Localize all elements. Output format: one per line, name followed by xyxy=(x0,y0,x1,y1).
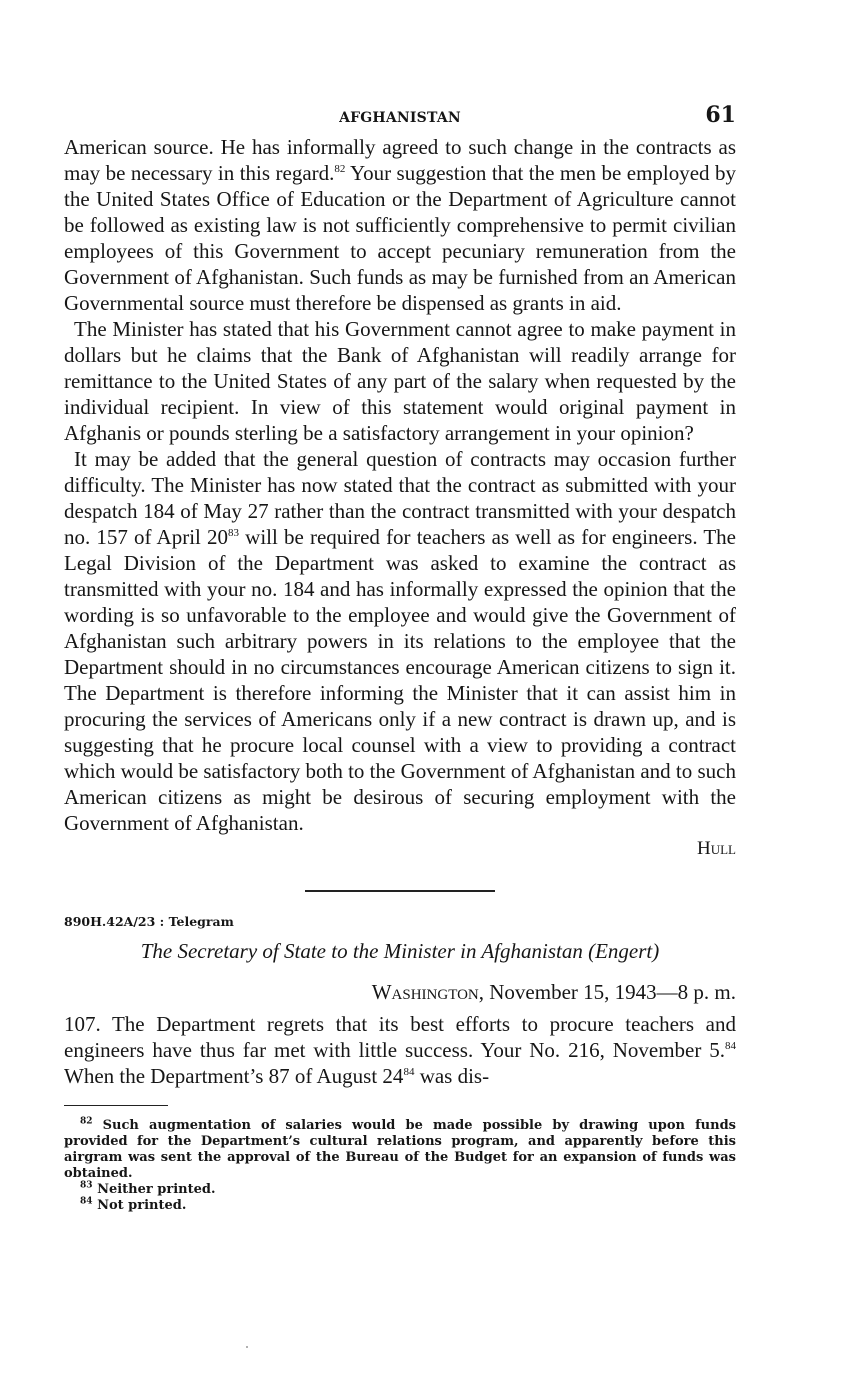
page-header xyxy=(64,100,736,134)
paragraph-3-text-b: will be required for teachers as well as for engineers. The Legal Division of the Department was asked to examine the contract as transmitted with your no. 184 and has informally expressed the opinion that the wording is so unfavorable to the employee and would give the Government of Afghanistan such arbitrary powers in its relations to the employee that the Department should in no circumstances encourage American citizens to sign it. The Department is therefore informing the Minister that it can assist him in procuring the services of Americans only if a new contract is drawn up, and is suggesting that he procure local counsel with a view to providing a contract which would be satisfactory both to the Government of Afghanistan and to such American citizens as might be desirous of securing employment with the Government of Afghanistan. xyxy=(64,525,736,835)
document-title: The Secretary of State to the Minister in Afghanistan (Engert) xyxy=(140,939,660,963)
message-text-a: 107. The Department regrets that its best efforts to procure teachers and engineers have thus far met with little success. Your No. 216, November 5. xyxy=(64,1012,736,1062)
telegram-message xyxy=(64,1011,736,1089)
footnotes xyxy=(64,1118,736,1214)
footnote-83 xyxy=(64,1182,736,1198)
footnote-ref-83: 83 xyxy=(228,527,240,539)
footnote-84 xyxy=(64,1198,736,1214)
document-page xyxy=(64,100,736,1214)
signature: Hull xyxy=(697,838,736,859)
dateline-date: November 15, 1943—8 p. m. xyxy=(484,980,736,1004)
paragraph-3-text-a: It may be added that the general question of contracts may occasion further difficulty. The Minister has now stated that the contract as submitted with your despatch 184 of May 27 rather than the contract transmitted with your despatch no. 157 of April 20 xyxy=(64,447,736,549)
page-number: 61 xyxy=(705,102,736,128)
body-text xyxy=(64,134,736,836)
footnote-82 xyxy=(64,1118,736,1182)
section-divider xyxy=(305,890,495,892)
paragraph-1-text: American source. He has informally agreed to such change in the contracts as may be necessary in this regard. xyxy=(64,135,736,185)
footnote-divider xyxy=(64,1105,168,1106)
footnote-mark: 83 xyxy=(80,1180,93,1191)
paragraph-1-tail: Your suggestion that the men be employed by the United States Office of Education or the Department of Agriculture cannot be followed as existing law is not sufficiently comprehensive to permit civilian employees of this Government to accept pecuniary remuneration from the Government of Afghanistan. Such funds as may be furnished from an American Governmental source must therefore be dispensed as grants in aid. xyxy=(64,161,737,315)
footnote-text: Such augmentation of salaries would be made possible by drawing upon funds provided for the Department’s cultural relations program, and apparently before this airgram was sent the approval of the Bureau of the Budget for an expansion of funds was obtained. xyxy=(64,1118,736,1181)
dateline xyxy=(64,980,736,1005)
footnote-ref-84a: 84 xyxy=(725,1040,736,1052)
file-reference: 890H.42A/23 : Telegram xyxy=(64,914,234,929)
footnote-text: Neither printed. xyxy=(97,1182,216,1197)
running-title: AFGHANISTAN xyxy=(339,110,461,126)
footnote-text: Not printed. xyxy=(97,1198,187,1213)
message-text-b: When the Department’s 87 of August 24 xyxy=(64,1064,404,1088)
footnote-mark: 82 xyxy=(80,1116,93,1127)
footnote-ref-82: 82 xyxy=(334,163,346,175)
footnote-ref-84b: 84 xyxy=(403,1066,415,1078)
dateline-place: Washington, xyxy=(371,980,485,1004)
message-text-c: was dis- xyxy=(414,1064,490,1088)
paragraph-3 xyxy=(64,446,736,836)
scan-speck xyxy=(246,1346,248,1348)
paragraph-2-text: The Minister has stated that his Government cannot agree to make payment in dollars but he claims that the Bank of Afghanistan will readily arrange for remittance to the United States of any part of the salary when requested by the individual recipient. In view of this statement would original payment in Afghanis or pounds sterling be a satisfactory arrangement in your opinion? xyxy=(64,317,736,445)
paragraph-2 xyxy=(64,316,736,446)
footnote-mark: 84 xyxy=(80,1196,93,1207)
paragraph-1 xyxy=(64,134,736,316)
